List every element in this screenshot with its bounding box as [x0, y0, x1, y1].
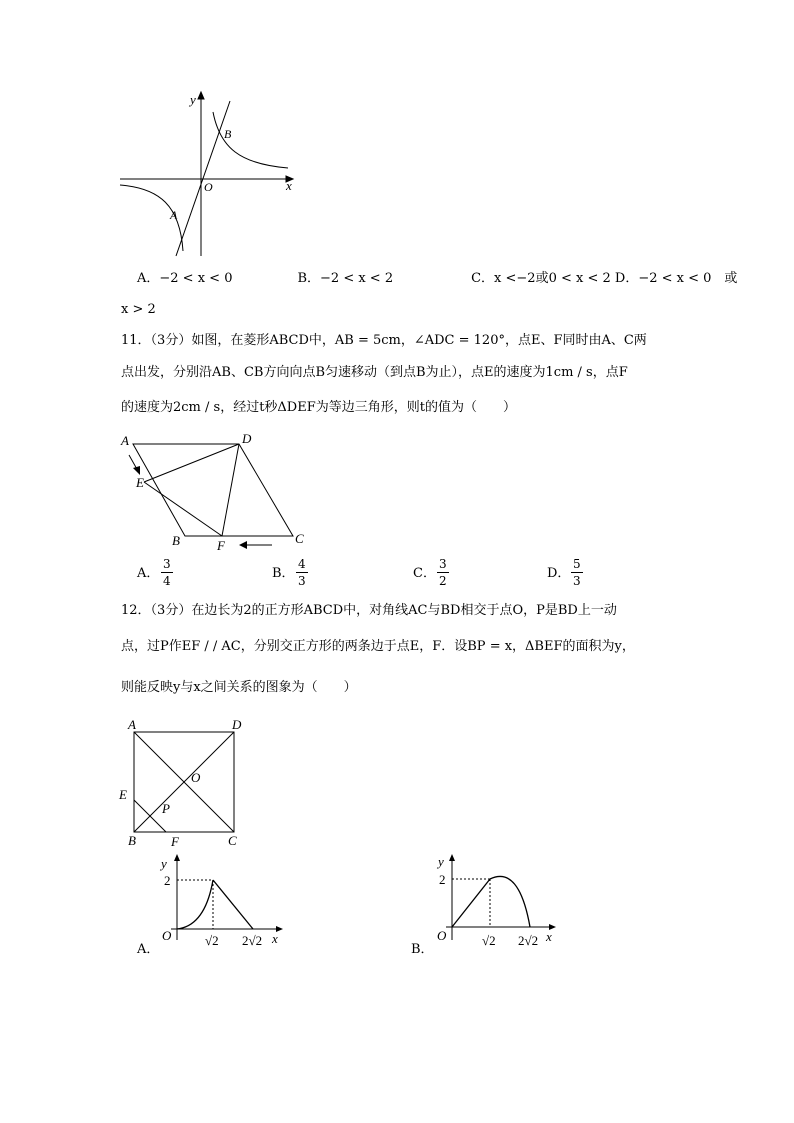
q11-label-b: B — [172, 533, 180, 548]
q11-label-a: A — [121, 433, 129, 448]
q12-label-o: O — [191, 770, 201, 785]
q10-origin-label: O — [204, 180, 213, 194]
q12-question-line3: 则能反映y与x之间关系的图象为（ ） — [121, 680, 357, 695]
q10-point-b-label: B — [224, 127, 232, 141]
q11-option-c-letter: C． — [413, 566, 436, 581]
q11-arrow-e-head — [133, 466, 140, 475]
q12-label-a: A — [128, 717, 136, 732]
q10-options-line1: A．−2 < x < 0 B．−2 < x < 2 C．x <−2或0 < x < 2 D．−2 < x < 0 或 — [137, 271, 738, 286]
q11-arrow-f-head — [239, 541, 247, 549]
q12-label-d: D — [232, 717, 242, 732]
q11-option-d-letter: D． — [547, 566, 571, 581]
q12-question-line1: 12．（3分）在边长为2的正方形ABCD中，对角线AC与BD相交于点O，P是BD上一动 — [121, 603, 617, 618]
q11-option-a-num: 3 — [163, 557, 171, 571]
q10-axis-x-label: x — [286, 178, 292, 193]
q12a-y-tick: 2 — [164, 873, 171, 888]
q12a-y-arrow — [174, 854, 180, 861]
q12-label-b: B — [128, 833, 136, 848]
q11-question-line1: 11．（3分）如图，在菱形ABCD中，AB = 5cm，∠ADC = 120°，点E、F同时由A、C两 — [121, 333, 647, 348]
q11-label-e: E — [136, 475, 144, 490]
q11-label-f: F — [217, 538, 225, 553]
q12b-x-tick1: √2 — [482, 933, 496, 948]
q10-y-axis-arrow — [198, 92, 204, 99]
q12-graph-a — [155, 848, 290, 953]
q12a-origin: O — [162, 928, 172, 943]
q12a-x-tick1: √2 — [205, 933, 219, 948]
q11-question-line2: 点出发，分别沿AB、CB方向向点B匀速移动（到点B为止），点E的速度为1cm / s，点F — [121, 365, 628, 380]
q10-hyperbola-graph — [110, 88, 310, 260]
q10-options-line2: x > 2 — [121, 302, 156, 317]
q11-option-a-fraction — [161, 558, 173, 587]
q11-label-c: C — [295, 531, 304, 546]
q12a-curve — [177, 880, 213, 929]
q12-label-f: F — [171, 834, 179, 849]
q12a-axis-y: y — [161, 856, 167, 871]
q12-question-line2: 点，过P作EF / / AC，分别交正方形的两条边于点E，F．设BP = x，ΔBEF的面积为y， — [121, 639, 635, 654]
q11-option-d-fraction — [571, 558, 583, 587]
q12-square-figure — [115, 712, 255, 852]
q12b-x-tick2: 2√2 — [518, 933, 539, 948]
q11-segment-df — [222, 444, 239, 536]
q12-option-a-label: A． — [137, 942, 160, 957]
q12b-axis-x: x — [546, 929, 552, 944]
q12-option-b-label: B． — [411, 942, 434, 957]
q12b-y-arrow — [449, 854, 455, 861]
q11-option-b-letter: B． — [272, 566, 295, 581]
q11-option-b-den: 3 — [298, 574, 306, 588]
q12b-y-tick: 2 — [439, 872, 446, 887]
q11-option-b-fraction — [296, 558, 308, 587]
q12-label-p: P — [162, 801, 170, 816]
q11-option-c-num: 3 — [439, 557, 447, 571]
q12b-curve — [490, 876, 530, 927]
q11-segment-ef — [144, 482, 222, 536]
q11-option-b-num: 4 — [298, 557, 306, 571]
q11-label-d: D — [242, 431, 252, 446]
q12a-line — [213, 880, 253, 929]
q11-option-c-den: 2 — [439, 574, 447, 588]
q11-rhombus — [133, 444, 293, 536]
q12-label-c: C — [228, 833, 237, 848]
q11-option-a-den: 4 — [163, 574, 171, 588]
q10-point-a-label: A — [170, 208, 178, 222]
q12-graph-b — [430, 848, 565, 953]
q11-option-c-fraction — [437, 558, 449, 587]
q11-option-d-num: 5 — [573, 557, 581, 571]
q11-question-line3: 的速度为2cm / s，经过t秒ΔDEF为等边三角形，则t的值为（ ） — [121, 400, 516, 415]
q12a-x-tick2: 2√2 — [242, 933, 263, 948]
q12b-line — [452, 879, 490, 927]
q11-option-a-letter: A． — [137, 566, 160, 581]
q12b-axis-y: y — [438, 854, 444, 869]
q11-option-d-den: 3 — [573, 574, 581, 588]
q11-rhombus-figure — [115, 428, 315, 553]
q12a-axis-x: x — [272, 931, 278, 946]
q12b-origin: O — [437, 928, 447, 943]
q12-label-e: E — [119, 787, 127, 802]
q10-axis-y-label: y — [190, 92, 196, 107]
q11-segment-de — [144, 444, 239, 482]
